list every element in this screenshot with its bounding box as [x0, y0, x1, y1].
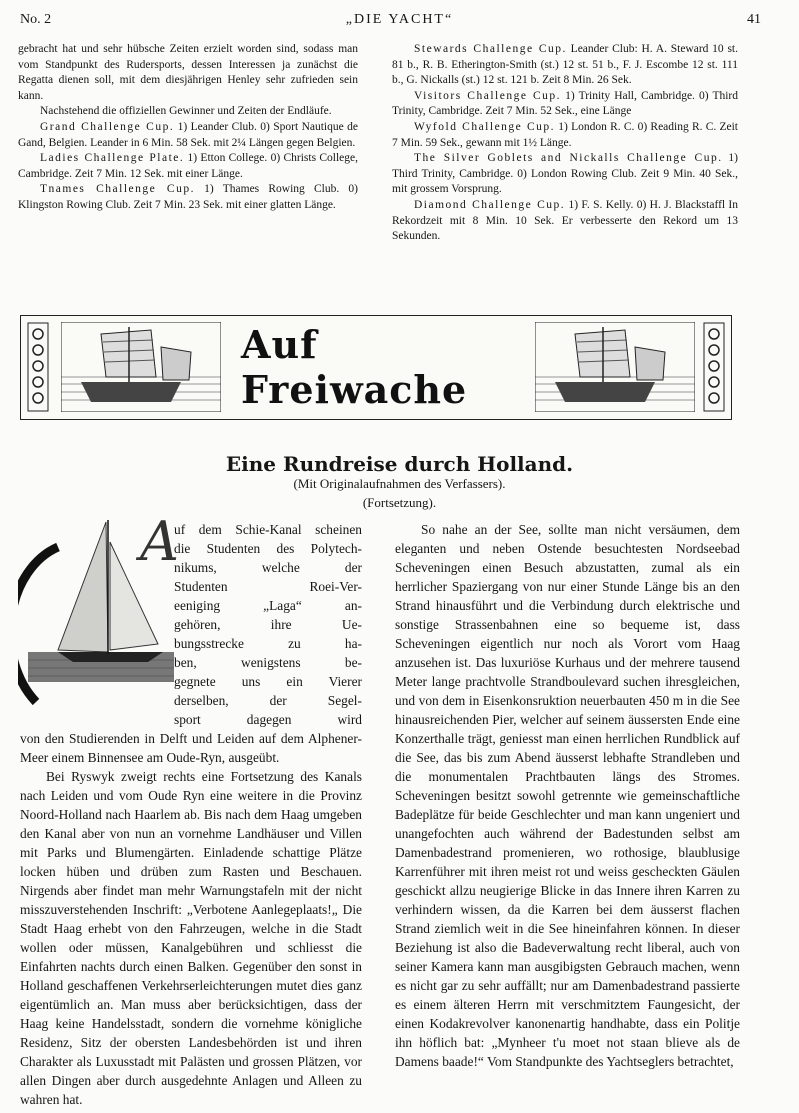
banner-title: Auf Freiwache — [241, 322, 468, 412]
paragraph — [18, 120, 358, 151]
wrapped-intro — [174, 520, 362, 729]
paragraph-text: 1) Etton College. 0) Christs College, Cambridge. Zeit 7 Min. 12 Sek. mit einer Länge. — [18, 152, 358, 180]
paragraph — [392, 151, 738, 198]
paragraph — [18, 151, 358, 182]
event-name: The Silver Goblets and Nickalls Challenge Cup. — [414, 152, 723, 165]
page-number: 41 — [747, 12, 761, 27]
paragraph — [20, 767, 362, 1109]
paragraph-text: Nachstehend die offiziellen Gewinner und Zeiten der Endläufe. — [40, 105, 332, 118]
paragraph — [392, 42, 738, 89]
paragraph-text: gebracht hat und sehr hübsche Zeiten erzielt worden sind, sodass man vom Standpunkt des Rudersports, dessen Interessen ja zunächst die Regatta dienen soll, mit dem diesjährigen Henley sehr zufrieden sein kann. — [18, 43, 358, 102]
wrapped-line: gehören, ihre Ue- — [174, 617, 362, 632]
wrapped-line: uf dem Schie-Kanal scheinen — [174, 522, 362, 537]
article-subtitle: (Mit Originalaufnahmen des Verfassers). — [293, 476, 506, 491]
event-name: Grand Challenge Cup. — [40, 120, 175, 133]
wrapped-line: gegnete uns ein Vierer — [174, 674, 362, 689]
left-ornament-icon — [27, 322, 49, 412]
paragraph-text: So nahe an der See, sollte man nicht versäumen, dem eleganten und neben Ostende besuchtesten Nordseebad Scheveningen einen Besuch abzustatten, zumal als ein herrlicher Spaziergang von nur einer Stunde Länge bis an den Strand hinausführt und die Verbindung durch elektrische und sonstige Strassenbahnen eine so bequeme ist, dass Scheveningen eigentlich nur noch als Vorort vom Haag anzusehen ist. Das luxuriöse Kurhaus und der mehrere tausend Meter lange prachtvolle Strandboulevard suchen ihresgleichen, und von dem in Eisenkonsruktion neuerbauten 450 m in die See hinausreichenden Pier, welcher auf seinem äussersten Ende eine Konzerthalle trägt, geniesst man einen herrlichen Rundblick auf die See, das bis zum Abend äusserst lebhafte Strandleben und die monumentalen Prachtbauten längs des Stromes. Scheveningen besitzt sowohl getrennte wie gemeinschaftliche Badeplätze für beide Geschlechter und man kann ungeniert und unangefochten auch während der Badestunden selbst am Damenbadestrand promenieren, wo rothosige, blaublusige Karrenführer mit ihren meist rot und weiss gescheckten Gäulen geschickt allzu neugierige Blicke in das Innere ihren Karren zu verhindern wissen, da die Karren bei dem äusserst flachen Strand ziemlich weit in die See hineinfahren können. In dieser Beziehung ist also die Badeverwaltung recht liberal, auch von seiner Kamera kann man ausgibigsten Gebrauch machen, wenn es nicht gar zu sehr auffällt; nur am Damenbadestrand passierte es einem älteren Herrn mit verschmitztem Faungesicht, der einen Kodakrevolver kanonenartig handhabte, dass ein Politje ihn höflich bat: „Mynheer t'u moet not staan blieve als de Damens baade!“ Vom Standpunkte des Yachtseglers betrachtet, — [395, 522, 740, 1069]
event-name: Diamond Challenge Cup. — [414, 198, 566, 211]
event-name: Visitors Challenge Cup. — [414, 89, 562, 102]
article-continuation: (Fortsetzung). — [362, 495, 437, 510]
paragraph-text: von den Studierenden in Delft und Leiden auf dem Alphener-Meer einem Binnensee am Oude-Ryn, ausgeübt. — [20, 731, 362, 765]
paragraph-text: 1) Third Trinity, Cambridge. 0) London Rowing Club. Zeit 9 Min. 40 Sek., mit grossem Vorsprung. — [392, 152, 738, 196]
paragraph-text: 1) Trinity Hall, Cambridge. 0) Third Trinity, Cambridge. Zeit 7 Min. 52 Sek., eine Länge — [392, 89, 738, 118]
paragraph-text: 1) F. S. Kelly. 0) H. J. Blackstaffl In Rekordzeit mit 8 Min. 10 Sek. Er verbesserte den Rekord um 13 Sekunden. — [392, 198, 739, 243]
paragraph — [18, 104, 358, 120]
wrapped-line: eeniging „Laga“ an- — [174, 598, 362, 613]
wrapped-line: sport dagegen wird — [174, 712, 362, 727]
regatta-results-right — [392, 42, 738, 245]
paragraph-text: 1) London R. C. 0) Reading R. C. Zeit 7 Min. 59 Sek., gewann mit 1½ Länge. — [392, 120, 739, 149]
paragraph — [20, 729, 362, 767]
right-column-body — [395, 520, 740, 1071]
journal-title: „DIE YACHT“ — [345, 12, 454, 27]
right-ornament-icon — [703, 322, 725, 412]
paragraph-text: Leander Club: H. A. Steward 10 st. 81 b., R. B. Etherington-Smith (st.) 12 st. 51 b., F. J. Escombe 12 st. 111 b., G. Nickalls (st.) 12 st. 121 b. Zeit 8 Min. 26 Sek. — [392, 43, 739, 87]
ship-illustration-right-icon — [535, 322, 695, 412]
paragraph — [392, 89, 738, 120]
wrapped-line: nikums, welche der — [174, 560, 362, 575]
wrapped-line: derselben, der Segel- — [174, 693, 362, 708]
regatta-results-left — [18, 42, 358, 214]
paragraph-text: 1) Thames Rowing Club. 0) Klingston Rowing Club. Zeit 7 Min. 23 Sek. mit einer glatten Länge. — [18, 183, 358, 211]
left-column-body — [20, 729, 362, 1109]
wrapped-line: ben, wenigstens be- — [174, 655, 362, 670]
paragraph — [18, 182, 358, 213]
paragraph — [18, 42, 358, 104]
wrapped-line: die Studenten des Polytech- — [174, 541, 362, 556]
paragraph-text: 1) Leander Club. 0) Sport Nautique de Gand, Belgien. Leander in 6 Min. 58 Sek. mit 2¼ Längen gegen Belgien. — [18, 120, 358, 149]
issue-number: No. 2 — [20, 12, 52, 27]
article-title: Eine Rundreise durch Holland. — [225, 452, 574, 476]
section-banner — [20, 315, 732, 420]
wrapped-line: bungsstrecke zu ha- — [174, 636, 362, 651]
paragraph-text: Bei Ryswyk zweigt rechts eine Fortsetzung des Kanals nach Leiden und vom Oude Ryn eine weitere in die Provinz Noord-Holland nach Haarlem ab. Bis nach dem Haag umgeben den Kanal aber von nun an vornehme Landhäuser und Villen mit Parks und Blumengärten. Einladende schattige Plätze locken hüben und drüben zum Rasten und Beschauen. Nirgends aber findet man mehr Warnungstafeln mit der nicht misszuverstehenden Inschrift: „Verbotene Aanlegeplaats!„ Die Stadt Haag erhebt von den Fahrzeugen, welche in die Stadt wollen oder müssen, Kanalgebühren und schliesst die Einfahrten nachts durch einen Balken. Gegenüber den sonst in Holland geschaffenen Verkehrserleichterungen mutet dies ganz eigentümlich an. Man muss aber berücksichtigen, dass der Haag keine Handelsstadt, sondern die vornehme königliche Residenz, Sitz der obersten Landesbehörden ist und ihren Charakter als Luxusstadt mit Palästen und grossen Plätzen, vor allen Dingen aber durch ausgedehnte Anlagen und Alleen zu wahren hat. — [20, 769, 362, 1107]
event-name: Stewards Challenge Cup. — [414, 43, 567, 55]
paragraph — [392, 198, 738, 245]
paragraph — [392, 120, 738, 151]
event-name: Tnames Challenge Cup. — [40, 183, 195, 196]
paragraph — [395, 520, 740, 1071]
event-name: Wyfold Challenge Cup. — [414, 120, 556, 133]
event-name: Ladies Challenge Plate. — [40, 152, 185, 165]
wrapped-line: Studenten Roei-Ver- — [174, 579, 362, 594]
ship-illustration-left-icon — [61, 322, 221, 412]
drop-cap: A — [140, 510, 179, 573]
